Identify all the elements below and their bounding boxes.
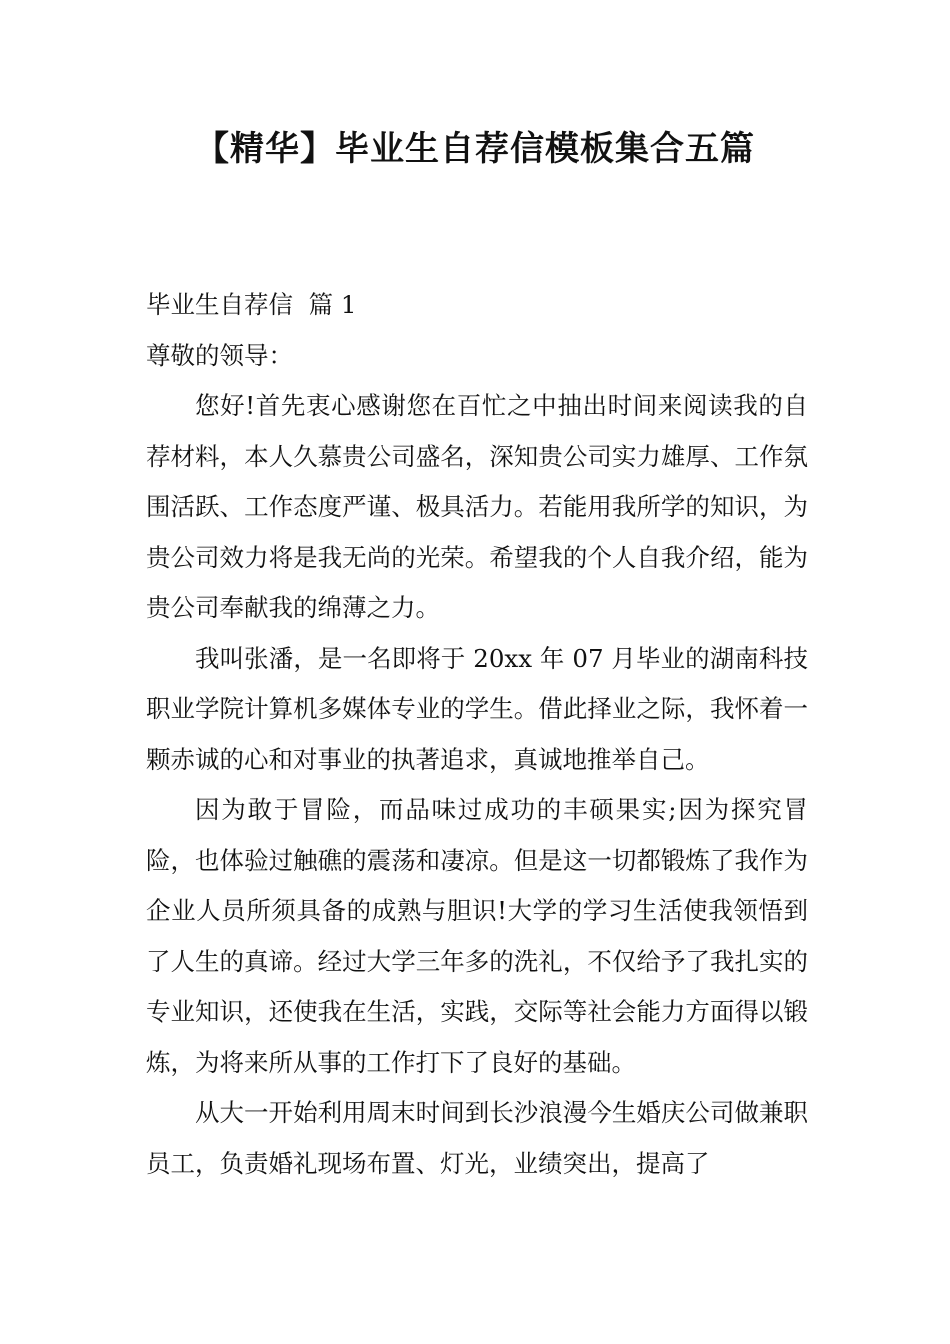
- paragraph-experience: 因为敢于冒险，而品味过成功的丰硕果实;因为探究冒险，也体验过触礁的震荡和凄凉。但是这一切都锻炼了我作为企业人员所须具备的成熟与胆识!大学的学习生活使我领悟到了人生的真谛。经过大学三年多的洗礼，不仅给予了我扎实的专业知识，还使我在生活，实践，交际等社会能力方面得以锻炼，为将来所从事的工作打下了良好的基础。: [146, 795, 808, 1077]
- document-body: [146, 280, 808, 1189]
- document-title: 【精华】毕业生自荐信模板集合五篇: [195, 129, 755, 169]
- paragraph-greeting: 您好!首先衷心感谢您在百忙之中抽出时间来阅读我的自荐材料，本人久慕贵公司盛名，深知贵公司实力雄厚、工作氛围活跃、工作态度严谨、极具活力。若能用我所学的知识，为贵公司效力将是我无尚的光荣。希望我的个人自我介绍，能为贵公司奉献我的绵薄之力。: [146, 391, 808, 622]
- section-heading: 毕业生自荐信 篇 1: [146, 290, 357, 319]
- paragraph-introduction: 我叫张潘，是一名即将于 20xx 年 07 月毕业的湖南科技职业学院计算机多媒体专业的学生。借此择业之际，我怀着一颗赤诚的心和对事业的执著追求，真诚地推举自己。: [146, 643, 808, 774]
- salutation: 尊敬的领导：: [146, 340, 293, 370]
- paragraph-part-time-work: 从大一开始利用周末时间到长沙浪漫今生婚庆公司做兼职员工，负责婚礼现场布置、灯光，业绩突出，提高了: [146, 1098, 808, 1178]
